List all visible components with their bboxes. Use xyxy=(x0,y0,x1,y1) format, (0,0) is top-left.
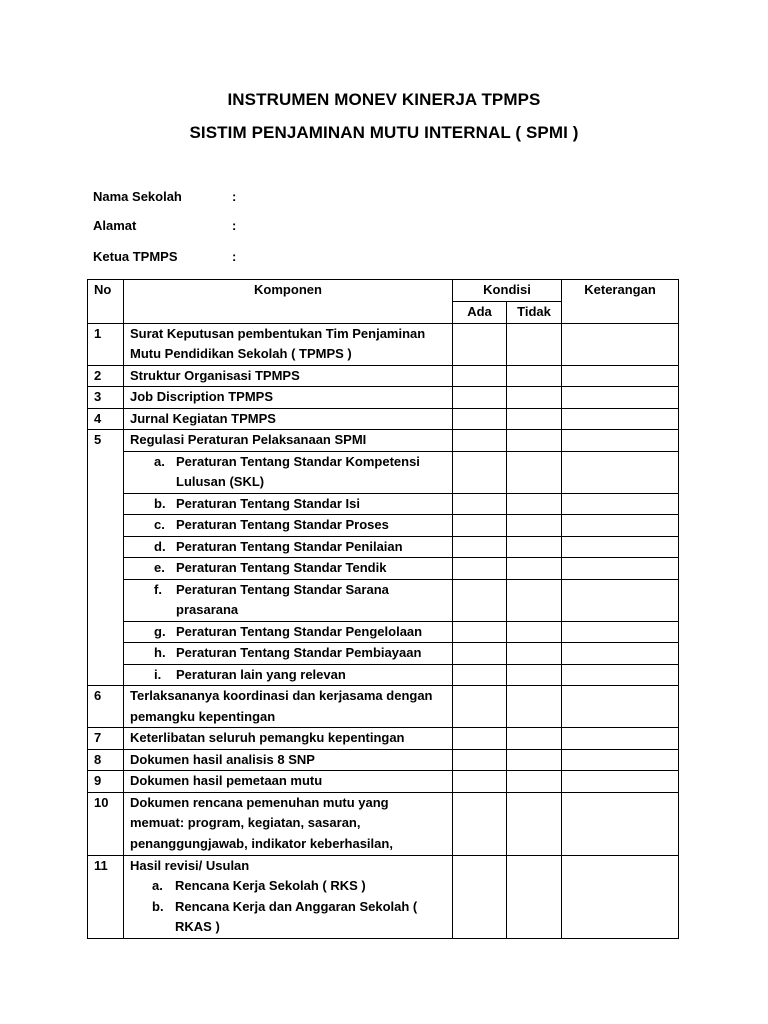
cell-ada[interactable] xyxy=(453,387,507,409)
cell-ada[interactable] xyxy=(453,493,507,515)
table-subrow xyxy=(88,621,679,643)
document-subtitle: SISTIM PENJAMINAN MUTU INTERNAL ( SPMI ) xyxy=(189,123,579,142)
cell-tidak[interactable] xyxy=(507,536,562,558)
header-keterangan: Keterangan xyxy=(562,280,679,324)
cell-tidak[interactable] xyxy=(507,643,562,665)
row-component: Surat Keputusan pembentukan Tim Penjaminan Mutu Pendidikan Sekolah ( TPMPS ) xyxy=(124,323,453,365)
subrow-letter: f. xyxy=(154,581,162,597)
field-colon: : xyxy=(232,218,237,233)
row-component: Dokumen hasil analisis 8 SNP xyxy=(124,749,453,771)
row-component: Dokumen rencana pemenuhan mutu yang memuat: program, kegiatan, sasaran, penanggungjawab, indikator keberhasilan, xyxy=(124,792,453,855)
cell-keterangan[interactable] xyxy=(562,451,679,493)
cell-ada[interactable] xyxy=(453,771,507,793)
cell-keterangan[interactable] xyxy=(562,749,679,771)
table-subrow xyxy=(88,536,679,558)
row-component: Keterlibatan seluruh pemangku kepentingan xyxy=(124,728,453,750)
cell-ada[interactable] xyxy=(453,323,507,365)
cell-keterangan[interactable] xyxy=(562,771,679,793)
header-kondisi: Kondisi xyxy=(453,280,562,302)
cell-ada[interactable] xyxy=(453,664,507,686)
row-number: 3 xyxy=(88,387,124,409)
table-row xyxy=(88,686,679,728)
cell-tidak[interactable] xyxy=(507,749,562,771)
row-component: Job Discription TPMPS xyxy=(124,387,453,409)
cell-tidak[interactable] xyxy=(507,387,562,409)
cell-tidak[interactable] xyxy=(507,792,562,855)
table-subrow xyxy=(88,643,679,665)
table-subrow xyxy=(88,493,679,515)
table-subrow xyxy=(88,451,679,493)
row-number: 11 xyxy=(88,855,124,938)
subrow-letter: a. xyxy=(152,878,163,893)
row-number: 1 xyxy=(88,323,124,365)
cell-keterangan[interactable] xyxy=(562,643,679,665)
cell-keterangan[interactable] xyxy=(562,792,679,855)
table-subrow xyxy=(88,515,679,537)
table-row xyxy=(88,771,679,793)
subrow-text: Peraturan Tentang Standar Kompetensi Lulusan (SKL) xyxy=(176,453,420,489)
cell-tidak[interactable] xyxy=(507,621,562,643)
cell-ada[interactable] xyxy=(453,430,507,452)
table-row xyxy=(88,728,679,750)
cell-ada[interactable] xyxy=(453,365,507,387)
cell-keterangan[interactable] xyxy=(562,728,679,750)
cell-ada[interactable] xyxy=(453,621,507,643)
subrow-letter: i. xyxy=(154,666,162,682)
row-component-text: Hasil revisi/ Usulan xyxy=(130,857,250,873)
subrow-text: Peraturan Tentang Standar Proses xyxy=(176,517,389,532)
subrow-component xyxy=(124,579,453,621)
cell-tidak[interactable] xyxy=(507,430,562,452)
cell-ada[interactable] xyxy=(453,536,507,558)
table-row xyxy=(88,323,679,365)
subrow-letter: c. xyxy=(154,517,165,532)
row-component: Regulasi Peraturan Pelaksanaan SPMI xyxy=(124,430,453,452)
row-component: Jurnal Kegiatan TPMPS xyxy=(124,408,453,430)
table-row xyxy=(88,855,679,938)
table-row xyxy=(88,387,679,409)
subrow-text: Peraturan Tentang Standar Penilaian xyxy=(176,538,403,554)
subrow-text: Peraturan Tentang Standar Pengelolaan xyxy=(176,623,423,639)
cell-tidak[interactable] xyxy=(507,515,562,537)
table-subrow xyxy=(88,579,679,621)
table-row xyxy=(88,408,679,430)
table-row xyxy=(88,792,679,855)
subrow-letter: b. xyxy=(154,495,166,511)
table-row xyxy=(88,430,679,452)
header-tidak: Tidak xyxy=(507,302,562,324)
field-label: Nama Sekolah xyxy=(93,189,182,204)
cell-tidak[interactable] xyxy=(507,686,562,728)
subrow-text: Peraturan Tentang Standar Pembiayaan xyxy=(176,645,422,660)
cell-tidak[interactable] xyxy=(507,728,562,750)
row-component: Terlaksananya koordinasi dan kerjasama dengan pemangku kepentingan xyxy=(124,686,453,728)
cell-keterangan[interactable] xyxy=(562,621,679,643)
cell-keterangan[interactable] xyxy=(562,323,679,365)
cell-keterangan[interactable] xyxy=(562,430,679,452)
cell-keterangan[interactable] xyxy=(562,515,679,537)
row-number: 5 xyxy=(88,430,124,686)
cell-ada[interactable] xyxy=(453,792,507,855)
subrow-letter: a. xyxy=(154,453,165,469)
cell-ada[interactable] xyxy=(453,643,507,665)
cell-keterangan[interactable] xyxy=(562,365,679,387)
subrow-letter: d. xyxy=(154,538,166,554)
subrow-component xyxy=(124,451,453,493)
cell-tidak[interactable] xyxy=(507,451,562,493)
row-component: Struktur Organisasi TPMPS xyxy=(124,365,453,387)
subrow-component xyxy=(124,515,453,537)
cell-tidak[interactable] xyxy=(507,365,562,387)
cell-tidak[interactable] xyxy=(507,408,562,430)
header-no: No xyxy=(88,280,124,324)
row-number: 8 xyxy=(88,749,124,771)
row-number: 9 xyxy=(88,771,124,793)
cell-keterangan[interactable] xyxy=(562,536,679,558)
subrow-text: Peraturan lain yang relevan xyxy=(176,666,346,682)
subrow-letter: e. xyxy=(154,560,165,575)
subrow-letter: g. xyxy=(154,623,166,639)
cell-tidak[interactable] xyxy=(507,493,562,515)
header-komponen: Komponen xyxy=(124,280,453,324)
subrow-component xyxy=(124,536,453,558)
cell-tidak[interactable] xyxy=(507,323,562,365)
cell-keterangan[interactable] xyxy=(562,664,679,686)
subrow-component xyxy=(124,664,453,686)
subrow-text: Rencana Kerja Sekolah ( RKS ) xyxy=(175,878,366,893)
cell-keterangan[interactable] xyxy=(562,579,679,621)
cell-ada[interactable] xyxy=(453,579,507,621)
cell-keterangan[interactable] xyxy=(562,855,679,938)
cell-ada[interactable] xyxy=(453,749,507,771)
subrow-letter: h. xyxy=(154,645,166,660)
field-colon: : xyxy=(232,249,237,264)
table-row xyxy=(88,749,679,771)
cell-ada[interactable] xyxy=(453,558,507,580)
row-number: 6 xyxy=(88,686,124,728)
cell-keterangan[interactable] xyxy=(562,387,679,409)
cell-keterangan[interactable] xyxy=(562,408,679,430)
row-number: 4 xyxy=(88,408,124,430)
cell-ada[interactable] xyxy=(453,408,507,430)
row-component: Dokumen hasil pemetaan mutu xyxy=(124,771,453,793)
subrow-text: Peraturan Tentang Standar Tendik xyxy=(176,560,387,575)
subrow-component xyxy=(124,558,453,580)
subrow-letter: b. xyxy=(152,898,164,914)
subrow-component xyxy=(124,643,453,665)
cell-tidak[interactable] xyxy=(507,771,562,793)
cell-tidak[interactable] xyxy=(507,579,562,621)
row-number: 7 xyxy=(88,728,124,750)
cell-ada[interactable] xyxy=(453,686,507,728)
field-label: Alamat xyxy=(93,218,137,233)
table-subrow xyxy=(88,558,679,580)
cell-tidak[interactable] xyxy=(507,558,562,580)
cell-ada[interactable] xyxy=(453,855,507,938)
cell-ada[interactable] xyxy=(453,515,507,537)
row-component xyxy=(124,855,453,938)
document-title: INSTRUMEN MONEV KINERJA TPMPS xyxy=(227,90,541,109)
cell-keterangan[interactable] xyxy=(562,686,679,728)
header-ada: Ada xyxy=(453,302,507,324)
subrow-text: Rencana Kerja dan Anggaran Sekolah ( RKAS ) xyxy=(175,898,418,934)
instrument-table xyxy=(87,279,679,939)
cell-ada[interactable] xyxy=(453,451,507,493)
subrow-component xyxy=(124,621,453,643)
field-colon: : xyxy=(232,189,237,204)
cell-ada[interactable] xyxy=(453,728,507,750)
field-label: Ketua TPMPS xyxy=(93,249,178,264)
table-row xyxy=(88,365,679,387)
cell-keterangan[interactable] xyxy=(562,493,679,515)
row-number: 10 xyxy=(88,792,124,855)
table-header-row xyxy=(88,280,679,302)
subrow-component xyxy=(124,493,453,515)
cell-tidak[interactable] xyxy=(507,664,562,686)
table-subrow xyxy=(88,664,679,686)
cell-keterangan[interactable] xyxy=(562,558,679,580)
subrow-text: Peraturan Tentang Standar Sarana prasarana xyxy=(176,581,389,617)
row-number: 2 xyxy=(88,365,124,387)
cell-tidak[interactable] xyxy=(507,855,562,938)
subrow-text: Peraturan Tentang Standar Isi xyxy=(176,495,360,511)
